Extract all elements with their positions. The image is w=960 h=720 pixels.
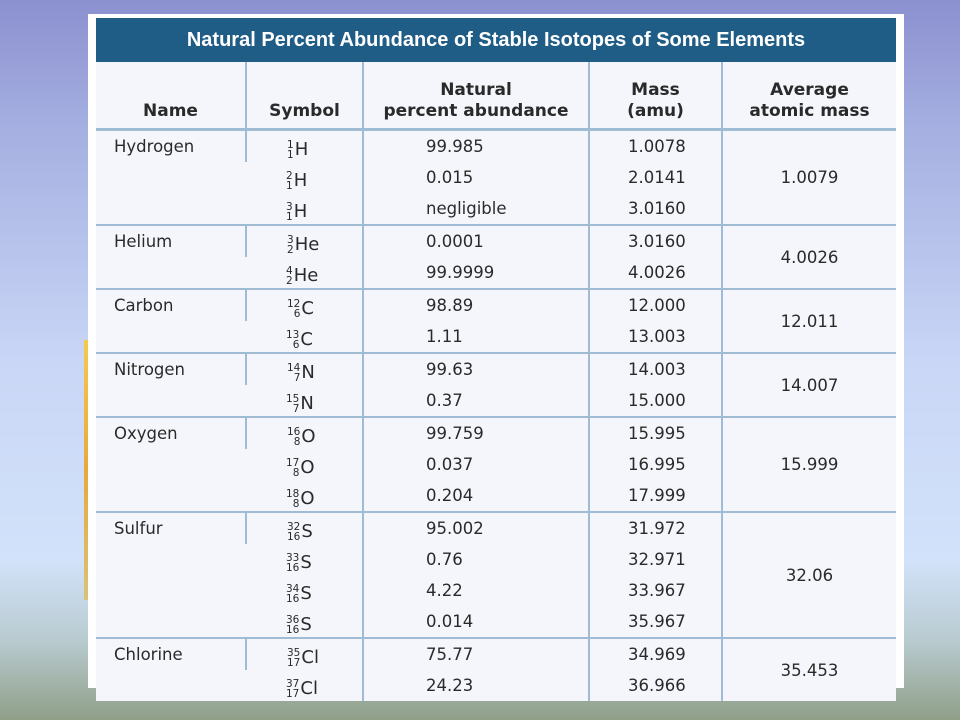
percent-abundance: 0.037: [363, 449, 589, 480]
table-row: [96, 289, 896, 321]
header-name: Name: [96, 62, 246, 130]
table-row: [96, 638, 896, 670]
element-symbol: He: [294, 234, 320, 256]
mass-number: 32: [287, 520, 301, 533]
mass-number: 18: [286, 487, 300, 500]
table-row: [96, 225, 896, 257]
isotope-symbol: [246, 480, 363, 512]
isotope-mass: 3.0160: [589, 225, 722, 257]
percent-abundance: 98.89: [363, 289, 589, 321]
atomic-number: 2: [287, 243, 294, 256]
mass-number: 3: [286, 200, 293, 213]
table-row: [96, 130, 896, 163]
element-symbol: He: [293, 265, 319, 287]
atomic-number: 8: [292, 497, 300, 510]
isotope-symbol: [246, 512, 363, 544]
atomic-number: 1: [286, 210, 293, 223]
percent-abundance: 0.014: [363, 606, 589, 638]
isotope-mass: 4.0026: [589, 257, 722, 289]
mass-number: 17: [286, 456, 300, 469]
table-title: Natural Percent Abundance of Stable Isotopes of Some Elements: [96, 18, 896, 62]
isotope-symbol: [246, 638, 363, 670]
percent-abundance: 99.9999: [363, 257, 589, 289]
percent-abundance: 99.63: [363, 353, 589, 385]
isotope-mass: 12.000: [589, 289, 722, 321]
percent-abundance: 99.985: [363, 130, 589, 163]
isotope-symbol: [246, 321, 363, 353]
atomic-number: 1: [286, 179, 293, 192]
percent-abundance: 0.76: [363, 544, 589, 575]
percent-abundance: 4.22: [363, 575, 589, 606]
isotope-mass: 2.0141: [589, 162, 722, 193]
mass-number: 12: [287, 297, 301, 310]
table-row: [96, 512, 896, 544]
mass-number: 4: [286, 264, 293, 277]
isotope-symbol: [246, 606, 363, 638]
isotope-mass: 1.0078: [589, 130, 722, 163]
atomic-number: 16: [286, 623, 300, 636]
mass-number: 13: [286, 328, 300, 341]
table-row: [96, 353, 896, 385]
mass-number: 33: [286, 551, 300, 564]
isotope-mass: 15.000: [589, 385, 722, 417]
isotope-symbol: [246, 257, 363, 289]
percent-abundance: 0.204: [363, 480, 589, 512]
atomic-number: 17: [287, 656, 301, 669]
atomic-number: 1: [287, 148, 294, 161]
atomic-number: 6: [293, 307, 301, 320]
isotope-mass: 15.995: [589, 417, 722, 449]
element-name: Nitrogen: [96, 353, 246, 417]
element-symbol: C: [301, 298, 314, 320]
element-symbol: O: [301, 426, 316, 448]
isotope-symbol: [246, 225, 363, 257]
average-atomic-mass: 32.06: [722, 512, 896, 638]
element-symbol: S: [300, 614, 312, 636]
isotope-symbol: [246, 417, 363, 449]
element-name: Hydrogen: [96, 130, 246, 226]
header-average-mass: Average atomic mass: [722, 62, 896, 130]
header-row: [96, 62, 896, 130]
element-name: Helium: [96, 225, 246, 289]
isotope-table: [96, 62, 896, 701]
element-name: Sulfur: [96, 512, 246, 638]
mass-number: 16: [287, 425, 301, 438]
mass-number: 37: [286, 677, 300, 690]
atomic-number: 8: [293, 435, 301, 448]
isotope-mass: 13.003: [589, 321, 722, 353]
mass-number: 15: [286, 392, 300, 405]
isotope-symbol: [246, 449, 363, 480]
mass-number: 3: [287, 233, 294, 246]
element-symbol: H: [294, 139, 309, 161]
atomic-number: 16: [287, 530, 301, 543]
isotope-table-sheet: [88, 14, 904, 700]
percent-abundance: 0.015: [363, 162, 589, 193]
atomic-number: 8: [292, 466, 300, 479]
isotope-symbol: [246, 385, 363, 417]
percent-abundance: 0.37: [363, 385, 589, 417]
isotope-mass: 17.999: [589, 480, 722, 512]
isotope-symbol: [246, 130, 363, 163]
isotope-symbol: [246, 289, 363, 321]
atomic-number: 6: [292, 338, 300, 351]
element-symbol: C: [300, 329, 313, 351]
element-symbol: S: [301, 521, 313, 543]
element-symbol: H: [293, 201, 308, 223]
average-atomic-mass: 4.0026: [722, 225, 896, 289]
mass-number: 36: [286, 613, 300, 626]
average-atomic-mass: 15.999: [722, 417, 896, 512]
atomic-number: 17: [286, 687, 300, 700]
element-symbol: H: [293, 170, 308, 192]
isotope-mass: 35.967: [589, 606, 722, 638]
average-atomic-mass: 12.011: [722, 289, 896, 353]
atomic-number: 2: [286, 274, 293, 287]
element-symbol: Cl: [300, 678, 318, 700]
element-symbol: N: [300, 393, 314, 415]
percent-abundance: 95.002: [363, 512, 589, 544]
element-name: Oxygen: [96, 417, 246, 512]
percent-abundance: 75.77: [363, 638, 589, 670]
isotope-mass: 3.0160: [589, 193, 722, 225]
header-symbol: Symbol: [246, 62, 363, 130]
isotope-mass: 36.966: [589, 670, 722, 701]
isotope-mass: 31.972: [589, 512, 722, 544]
element-symbol: S: [300, 583, 312, 605]
element-symbol: O: [300, 488, 315, 510]
isotope-mass: 16.995: [589, 449, 722, 480]
mass-number: 35: [287, 646, 301, 659]
isotope-mass: 33.967: [589, 575, 722, 606]
isotope-symbol: [246, 670, 363, 701]
average-atomic-mass: 14.007: [722, 353, 896, 417]
table-row: [96, 417, 896, 449]
atomic-number: 7: [292, 402, 300, 415]
element-symbol: Cl: [301, 647, 319, 669]
isotope-mass: 14.003: [589, 353, 722, 385]
atomic-number: 16: [286, 592, 300, 605]
average-atomic-mass: 35.453: [722, 638, 896, 701]
isotope-mass: 34.969: [589, 638, 722, 670]
atomic-number: 16: [286, 561, 300, 574]
mass-number: 2: [286, 169, 293, 182]
element-symbol: S: [300, 552, 312, 574]
isotope-symbol: [246, 353, 363, 385]
atomic-number: 7: [293, 371, 301, 384]
header-mass: Mass (amu): [589, 62, 722, 130]
percent-abundance: 0.0001: [363, 225, 589, 257]
element-name: Chlorine: [96, 638, 246, 701]
mass-number: 34: [286, 582, 300, 595]
table-body: [96, 130, 896, 702]
percent-abundance: 99.759: [363, 417, 589, 449]
element-symbol: O: [300, 457, 315, 479]
percent-abundance: negligible: [363, 193, 589, 225]
mass-number: 1: [287, 138, 294, 151]
isotope-mass: 32.971: [589, 544, 722, 575]
isotope-symbol: [246, 162, 363, 193]
isotope-symbol: [246, 193, 363, 225]
isotope-symbol: [246, 544, 363, 575]
element-name: Carbon: [96, 289, 246, 353]
average-atomic-mass: 1.0079: [722, 130, 896, 226]
mass-number: 14: [287, 361, 301, 374]
percent-abundance: 24.23: [363, 670, 589, 701]
isotope-symbol: [246, 575, 363, 606]
header-abundance: Natural percent abundance: [363, 62, 589, 130]
percent-abundance: 1.11: [363, 321, 589, 353]
element-symbol: N: [301, 362, 315, 384]
